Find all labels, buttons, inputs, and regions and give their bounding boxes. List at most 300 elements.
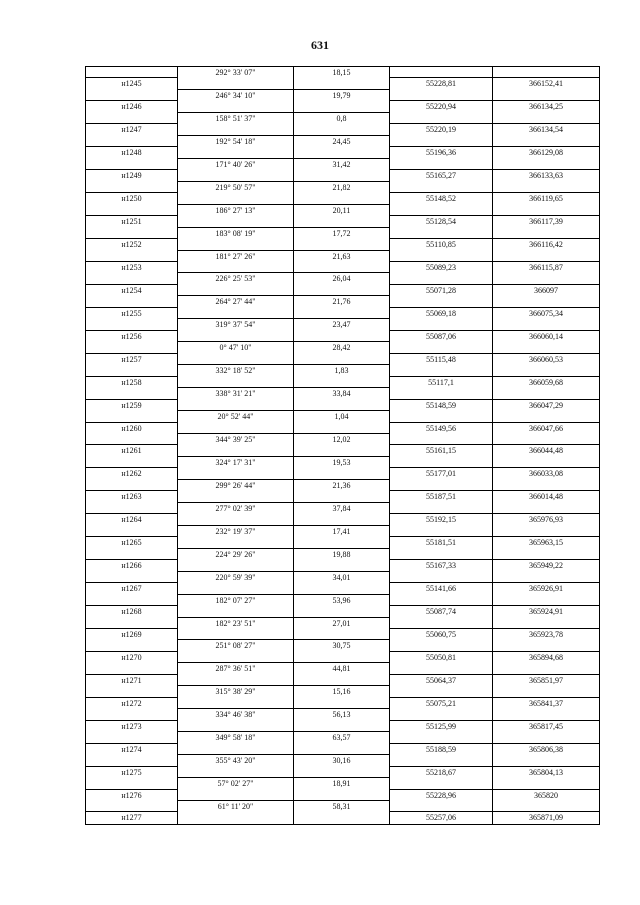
- y-coordinate-cell: 366152,41: [492, 78, 599, 89]
- y-coordinate-cell: 365871,09: [492, 812, 599, 823]
- y-coordinate-cell: [492, 411, 599, 422]
- distance-cell: [293, 675, 389, 686]
- x-coordinate-cell: [389, 67, 492, 78]
- table-row-point: [86, 812, 599, 823]
- table-row-segment: [86, 228, 599, 239]
- distance-cell: [293, 239, 389, 250]
- x-coordinate-cell: [389, 618, 492, 629]
- direction-angle-cell: 324° 17' 31": [177, 457, 293, 468]
- direction-angle-cell: [177, 583, 293, 594]
- point-id-cell: [86, 319, 177, 330]
- distance-cell: 53,96: [293, 595, 389, 606]
- y-coordinate-cell: [492, 273, 599, 284]
- x-coordinate-cell: 55257,06: [389, 812, 492, 823]
- distance-cell: 17,41: [293, 526, 389, 537]
- table-row-point: [86, 400, 599, 411]
- distance-cell: 19,88: [293, 549, 389, 560]
- distance-cell: 26,04: [293, 273, 389, 284]
- point-id-cell: н1253: [121, 262, 142, 272]
- y-coordinate-cell: 365963,15: [492, 537, 599, 548]
- distance-cell: 30,16: [293, 755, 389, 766]
- distance-cell: 17,72: [293, 228, 389, 239]
- y-coordinate-cell: [492, 618, 599, 629]
- y-coordinate-cell: [492, 159, 599, 170]
- y-coordinate-cell: 366044,48: [492, 445, 599, 456]
- y-coordinate-cell: [492, 732, 599, 743]
- direction-angle-cell: [177, 308, 293, 319]
- table-row-point: [86, 147, 599, 158]
- y-coordinate-cell: [492, 365, 599, 376]
- direction-angle-cell: 344° 39' 25": [177, 434, 293, 445]
- y-coordinate-cell: 366047,29: [492, 400, 599, 411]
- table-row-segment: [86, 67, 599, 78]
- y-coordinate-cell: 365804,13: [492, 767, 599, 778]
- point-id-cell: н1257: [121, 354, 142, 364]
- direction-angle-cell: [177, 78, 293, 89]
- y-coordinate-cell: [492, 549, 599, 560]
- y-coordinate-cell: [492, 778, 599, 789]
- table-row-segment: [86, 205, 599, 216]
- table-row-segment: [86, 755, 599, 766]
- table-row-point: [86, 101, 599, 112]
- table-row-segment: [86, 388, 599, 399]
- x-coordinate-cell: 55220,19: [389, 124, 492, 135]
- y-coordinate-cell: [492, 296, 599, 307]
- distance-cell: [293, 583, 389, 594]
- x-coordinate-cell: [389, 663, 492, 674]
- x-coordinate-cell: 55050,81: [389, 652, 492, 663]
- distance-cell: [293, 629, 389, 640]
- point-id-cell: [86, 365, 177, 376]
- direction-angle-cell: [177, 537, 293, 548]
- point-id-cell: [86, 342, 177, 353]
- table-row-segment: [86, 503, 599, 514]
- distance-cell: 19,53: [293, 457, 389, 468]
- x-coordinate-cell: 55148,59: [389, 400, 492, 411]
- point-id-cell: н1275: [121, 767, 142, 777]
- x-coordinate-cell: 55181,51: [389, 537, 492, 548]
- y-coordinate-cell: 366060,53: [492, 354, 599, 365]
- point-id-cell: н1271: [121, 675, 142, 685]
- y-coordinate-cell: [492, 595, 599, 606]
- table-row-segment: [86, 159, 599, 170]
- x-coordinate-cell: 55064,37: [389, 675, 492, 686]
- y-coordinate-cell: 365949,22: [492, 560, 599, 571]
- table-row-segment: [86, 572, 599, 583]
- point-id-cell: [86, 801, 177, 812]
- table-row-segment: [86, 480, 599, 491]
- x-coordinate-cell: [389, 709, 492, 720]
- y-coordinate-cell: 366115,87: [492, 262, 599, 273]
- direction-angle-cell: [177, 285, 293, 296]
- point-id-cell: [86, 228, 177, 239]
- table-row-point: [86, 308, 599, 319]
- direction-angle-cell: [177, 262, 293, 273]
- table-row-segment: [86, 136, 599, 147]
- table-row-point: [86, 216, 599, 227]
- distance-cell: [293, 790, 389, 801]
- point-id-cell: [86, 182, 177, 193]
- direction-angle-cell: [177, 423, 293, 434]
- table-row-point: [86, 423, 599, 434]
- y-coordinate-cell: [492, 342, 599, 353]
- x-coordinate-cell: 55220,94: [389, 101, 492, 112]
- distance-cell: 31,42: [293, 159, 389, 170]
- y-coordinate-cell: 365926,91: [492, 583, 599, 594]
- point-id-cell: н1254: [121, 285, 142, 295]
- table-row-point: [86, 193, 599, 204]
- point-id-cell: [86, 503, 177, 514]
- x-coordinate-cell: [389, 228, 492, 239]
- direction-angle-cell: [177, 629, 293, 640]
- distance-cell: [293, 537, 389, 548]
- x-coordinate-cell: [389, 365, 492, 376]
- direction-angle-cell: 277° 02' 39": [177, 503, 293, 514]
- distance-cell: [293, 193, 389, 204]
- table-row-segment: [86, 801, 599, 812]
- y-coordinate-cell: [492, 205, 599, 216]
- y-coordinate-cell: [492, 503, 599, 514]
- x-coordinate-cell: 55188,59: [389, 744, 492, 755]
- x-coordinate-cell: 55110,85: [389, 239, 492, 250]
- distance-cell: [293, 400, 389, 411]
- point-id-cell: н1247: [121, 125, 142, 135]
- table-row-point: [86, 606, 599, 617]
- y-coordinate-cell: 365976,93: [492, 514, 599, 525]
- point-id-cell: н1262: [121, 469, 142, 479]
- x-coordinate-cell: [389, 640, 492, 651]
- distance-cell: [293, 560, 389, 571]
- x-coordinate-cell: [389, 182, 492, 193]
- x-coordinate-cell: 55125,99: [389, 721, 492, 732]
- distance-cell: 27,01: [293, 618, 389, 629]
- point-id-cell: [86, 457, 177, 468]
- distance-cell: 21,36: [293, 480, 389, 491]
- table-row-segment: [86, 457, 599, 468]
- direction-angle-cell: [177, 354, 293, 365]
- table-row-point: [86, 285, 599, 296]
- y-coordinate-cell: 366059,68: [492, 377, 599, 388]
- point-id-cell: [86, 572, 177, 583]
- x-coordinate-cell: [389, 457, 492, 468]
- y-coordinate-cell: 365923,78: [492, 629, 599, 640]
- y-coordinate-cell: 366129,08: [492, 147, 599, 158]
- distance-cell: 19,79: [293, 90, 389, 101]
- point-id-cell: н1267: [121, 584, 142, 594]
- x-coordinate-cell: [389, 755, 492, 766]
- x-coordinate-cell: [389, 434, 492, 445]
- distance-cell: 18,15: [293, 67, 389, 78]
- table-row-segment: [86, 319, 599, 330]
- x-coordinate-cell: 55218,67: [389, 767, 492, 778]
- x-coordinate-cell: 55149,56: [389, 423, 492, 434]
- point-id-cell: [86, 686, 177, 697]
- y-coordinate-cell: [492, 251, 599, 262]
- table-row-point: [86, 675, 599, 686]
- x-coordinate-cell: 55075,21: [389, 698, 492, 709]
- distance-cell: [293, 514, 389, 525]
- table-row-point: [86, 331, 599, 342]
- direction-angle-cell: [177, 193, 293, 204]
- direction-angle-cell: 226° 25' 53": [177, 273, 293, 284]
- point-id-cell: [86, 159, 177, 170]
- distance-cell: 33,84: [293, 388, 389, 399]
- table-row-segment: [86, 342, 599, 353]
- point-id-cell: [86, 709, 177, 720]
- direction-angle-cell: [177, 124, 293, 135]
- direction-angle-cell: 246° 34' 10": [177, 90, 293, 101]
- table-row-segment: [86, 663, 599, 674]
- table-row-point: [86, 744, 599, 755]
- y-coordinate-cell: 365817,45: [492, 721, 599, 732]
- table-row-segment: [86, 686, 599, 697]
- y-coordinate-cell: 365924,91: [492, 606, 599, 617]
- point-id-cell: [86, 136, 177, 147]
- point-id-cell: [86, 480, 177, 491]
- direction-angle-cell: 183° 08' 19": [177, 228, 293, 239]
- distance-cell: 23,47: [293, 319, 389, 330]
- table-row-point: [86, 767, 599, 778]
- table-row-point: [86, 629, 599, 640]
- distance-cell: [293, 721, 389, 732]
- distance-cell: [293, 78, 389, 89]
- distance-cell: 63,57: [293, 732, 389, 743]
- point-id-cell: н1245: [121, 79, 142, 89]
- distance-cell: 12,02: [293, 434, 389, 445]
- direction-angle-cell: 232° 19' 37": [177, 526, 293, 537]
- table-row-segment: [86, 411, 599, 422]
- distance-cell: [293, 744, 389, 755]
- distance-cell: [293, 285, 389, 296]
- x-coordinate-cell: 55187,51: [389, 491, 492, 502]
- distance-cell: 24,45: [293, 136, 389, 147]
- y-coordinate-cell: [492, 480, 599, 491]
- x-coordinate-cell: 55087,74: [389, 606, 492, 617]
- distance-cell: [293, 767, 389, 778]
- x-coordinate-cell: 55087,06: [389, 331, 492, 342]
- point-id-cell: н1249: [121, 171, 142, 181]
- table-row-point: [86, 790, 599, 801]
- direction-angle-cell: [177, 377, 293, 388]
- y-coordinate-cell: 366134,54: [492, 124, 599, 135]
- y-coordinate-cell: [492, 526, 599, 537]
- direction-angle-cell: [177, 468, 293, 479]
- x-coordinate-cell: [389, 503, 492, 514]
- direction-angle-cell: 349° 58' 18": [177, 732, 293, 743]
- point-id-cell: [86, 663, 177, 674]
- table-row-segment: [86, 778, 599, 789]
- table-row-segment: [86, 526, 599, 537]
- point-id-cell: н1260: [121, 423, 142, 433]
- direction-angle-cell: [177, 790, 293, 801]
- direction-angle-cell: 182° 23' 51": [177, 618, 293, 629]
- table-row-segment: [86, 709, 599, 720]
- table-row-segment: [86, 251, 599, 262]
- table-row-point: [86, 124, 599, 135]
- point-id-cell: н1269: [121, 629, 142, 639]
- point-id-cell: н1258: [121, 377, 142, 387]
- x-coordinate-cell: 55115,48: [389, 354, 492, 365]
- y-coordinate-cell: [492, 67, 599, 78]
- distance-cell: [293, 698, 389, 709]
- x-coordinate-cell: [389, 296, 492, 307]
- y-coordinate-cell: 366014,48: [492, 491, 599, 502]
- x-coordinate-cell: 55148,52: [389, 193, 492, 204]
- distance-cell: [293, 216, 389, 227]
- y-coordinate-cell: [492, 801, 599, 812]
- table-row-segment: [86, 365, 599, 376]
- y-coordinate-cell: [492, 319, 599, 330]
- y-coordinate-cell: [492, 136, 599, 147]
- direction-angle-cell: [177, 101, 293, 112]
- x-coordinate-cell: [389, 778, 492, 789]
- x-coordinate-cell: [389, 273, 492, 284]
- y-coordinate-cell: [492, 457, 599, 468]
- y-coordinate-cell: 365806,38: [492, 744, 599, 755]
- table-row-segment: [86, 549, 599, 560]
- distance-cell: 37,84: [293, 503, 389, 514]
- point-id-cell: н1261: [121, 446, 142, 456]
- x-coordinate-cell: 55228,81: [389, 78, 492, 89]
- table-row-point: [86, 514, 599, 525]
- direction-angle-cell: 219° 50' 57": [177, 182, 293, 193]
- direction-angle-cell: 251° 08' 27": [177, 640, 293, 651]
- y-coordinate-cell: 366097: [492, 285, 599, 296]
- direction-angle-cell: 338° 31' 21": [177, 388, 293, 399]
- point-id-cell: н1274: [121, 744, 142, 754]
- distance-cell: [293, 262, 389, 273]
- direction-angle-cell: [177, 514, 293, 525]
- x-coordinate-cell: 55069,18: [389, 308, 492, 319]
- direction-angle-cell: 186° 27' 13": [177, 205, 293, 216]
- direction-angle-cell: [177, 170, 293, 181]
- distance-cell: 28,42: [293, 342, 389, 353]
- direction-angle-cell: [177, 560, 293, 571]
- table-row-point: [86, 262, 599, 273]
- direction-angle-cell: 57° 02' 27": [177, 778, 293, 789]
- point-id-cell: н1277: [121, 813, 142, 823]
- point-id-cell: [86, 640, 177, 651]
- x-coordinate-cell: [389, 319, 492, 330]
- direction-angle-cell: 224° 29' 26": [177, 549, 293, 560]
- point-id-cell: н1248: [121, 148, 142, 158]
- table-row-point: [86, 170, 599, 181]
- point-id-cell: н1265: [121, 538, 142, 548]
- distance-cell: [293, 354, 389, 365]
- point-id-cell: н1255: [121, 308, 142, 318]
- y-coordinate-cell: 365894,68: [492, 652, 599, 663]
- table-row-point: [86, 239, 599, 250]
- direction-angle-cell: 287° 36' 51": [177, 663, 293, 674]
- direction-angle-cell: [177, 606, 293, 617]
- y-coordinate-cell: [492, 709, 599, 720]
- direction-angle-cell: [177, 400, 293, 411]
- table-row-point: [86, 377, 599, 388]
- y-coordinate-cell: [492, 388, 599, 399]
- distance-cell: [293, 812, 389, 823]
- x-coordinate-cell: [389, 388, 492, 399]
- direction-angle-cell: [177, 767, 293, 778]
- y-coordinate-cell: [492, 228, 599, 239]
- point-id-cell: [86, 205, 177, 216]
- coordinates-table: [85, 66, 600, 825]
- distance-cell: [293, 606, 389, 617]
- x-coordinate-cell: [389, 159, 492, 170]
- direction-angle-cell: [177, 721, 293, 732]
- table-row-point: [86, 560, 599, 571]
- point-id-cell: н1250: [121, 194, 142, 204]
- table-row-point: [86, 468, 599, 479]
- table-row-point: [86, 721, 599, 732]
- point-id-cell: н1266: [121, 561, 142, 571]
- direction-angle-cell: 292° 33' 07": [177, 67, 293, 78]
- distance-cell: [293, 468, 389, 479]
- direction-angle-cell: 299° 26' 44": [177, 480, 293, 491]
- table-row-segment: [86, 296, 599, 307]
- table-row-segment: [86, 90, 599, 101]
- table-row-segment: [86, 732, 599, 743]
- table-row-point: [86, 78, 599, 89]
- y-coordinate-cell: [492, 434, 599, 445]
- distance-cell: [293, 652, 389, 663]
- y-coordinate-cell: 366119,65: [492, 193, 599, 204]
- distance-cell: 21,82: [293, 182, 389, 193]
- distance-cell: 0,8: [293, 113, 389, 124]
- y-coordinate-cell: 365841,37: [492, 698, 599, 709]
- direction-angle-cell: [177, 652, 293, 663]
- x-coordinate-cell: 55141,66: [389, 583, 492, 594]
- y-coordinate-cell: 366134,25: [492, 101, 599, 112]
- y-coordinate-cell: 366133,63: [492, 170, 599, 181]
- y-coordinate-cell: 366116,42: [492, 239, 599, 250]
- point-id-cell: н1270: [121, 652, 142, 662]
- x-coordinate-cell: 55128,54: [389, 216, 492, 227]
- point-id-cell: [86, 388, 177, 399]
- distance-cell: 30,75: [293, 640, 389, 651]
- point-id-cell: н1272: [121, 698, 142, 708]
- distance-cell: 1,04: [293, 411, 389, 422]
- distance-cell: 1,83: [293, 365, 389, 376]
- direction-angle-cell: 192° 54' 18": [177, 136, 293, 147]
- x-coordinate-cell: [389, 549, 492, 560]
- y-coordinate-cell: 365851,97: [492, 675, 599, 686]
- direction-angle-cell: 332° 18' 52": [177, 365, 293, 376]
- table-row-point: [86, 652, 599, 663]
- point-id-cell: [86, 434, 177, 445]
- distance-cell: 34,01: [293, 572, 389, 583]
- direction-angle-cell: [177, 744, 293, 755]
- distance-cell: 15,16: [293, 686, 389, 697]
- direction-angle-cell: 319° 37' 54": [177, 319, 293, 330]
- distance-cell: [293, 101, 389, 112]
- x-coordinate-cell: [389, 686, 492, 697]
- point-id-cell: [86, 67, 177, 78]
- x-coordinate-cell: 55196,36: [389, 147, 492, 158]
- direction-angle-cell: [177, 216, 293, 227]
- distance-cell: 21,63: [293, 251, 389, 262]
- page-number: 631: [311, 38, 329, 52]
- x-coordinate-cell: 55167,33: [389, 560, 492, 571]
- direction-angle-cell: 355° 43' 20": [177, 755, 293, 766]
- x-coordinate-cell: 55071,28: [389, 285, 492, 296]
- point-id-cell: н1264: [121, 515, 142, 525]
- direction-angle-cell: 20° 52' 44": [177, 411, 293, 422]
- direction-angle-cell: [177, 331, 293, 342]
- point-id-cell: [86, 618, 177, 629]
- table-row-segment: [86, 640, 599, 651]
- point-id-cell: н1273: [121, 721, 142, 731]
- y-coordinate-cell: 366075,34: [492, 308, 599, 319]
